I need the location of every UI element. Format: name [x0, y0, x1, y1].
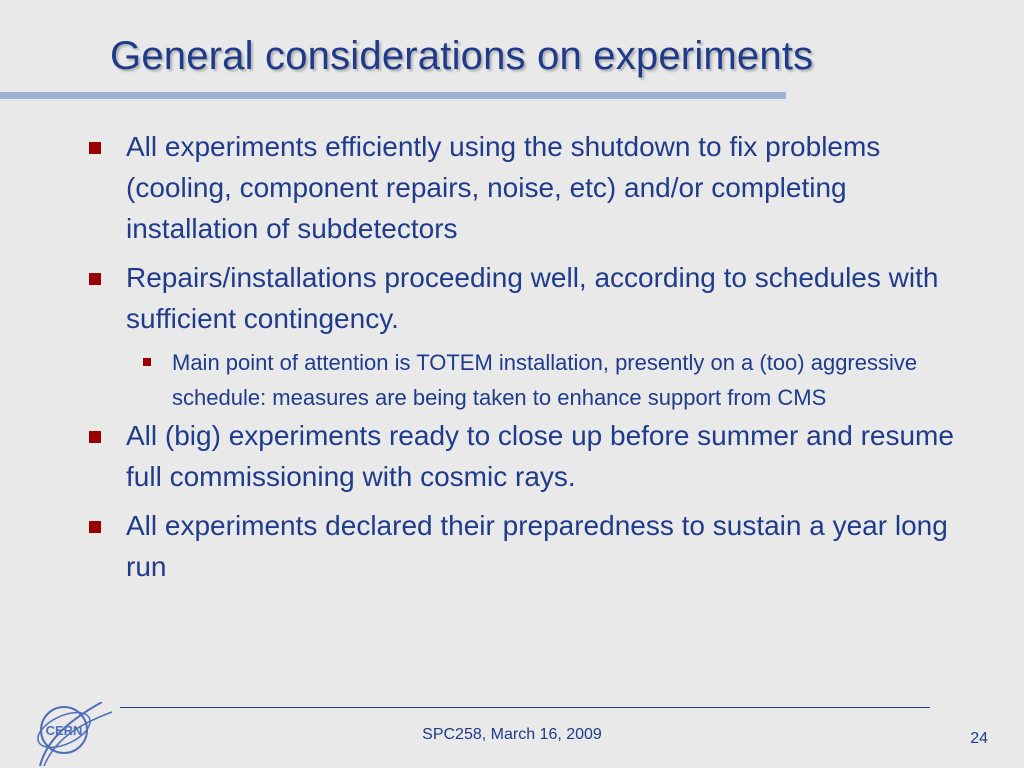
square-bullet-icon [89, 142, 101, 154]
bullet-text: All (big) experiments ready to close up before summer and resume full commissioning with cosmic rays. [126, 420, 954, 492]
bullet-item [86, 126, 966, 249]
cern-logo-icon [36, 702, 116, 766]
bullet-text: All experiments declared their preparedness to sustain a year long run [126, 510, 948, 582]
title-underline [0, 92, 786, 99]
sub-bullet-text: Main point of attention is TOTEM installation, presently on a (too) aggressive schedule: measures are being taken to enhance support from CMS [172, 350, 918, 410]
slide-title: General considerations on experiments [110, 34, 814, 78]
bullet-item [86, 415, 966, 497]
footer-text: SPC258, March 16, 2009 [422, 726, 602, 743]
svg-text:CERN: CERN [45, 723, 83, 738]
square-bullet-icon [89, 521, 101, 533]
bullet-text: All experiments efficiently using the shutdown to fix problems (cooling, component repairs, noise, etc) and/or completing installation of subdetectors [126, 131, 881, 244]
sub-bullet-item [86, 345, 966, 415]
bullet-item [86, 257, 966, 339]
square-bullet-icon [89, 431, 101, 443]
square-bullet-icon [143, 358, 151, 366]
bullet-text: Repairs/installations proceeding well, according to schedules with sufficient contingency. [126, 262, 939, 334]
page-number: 24 [970, 730, 988, 747]
bullet-list [86, 126, 966, 587]
square-bullet-icon [89, 273, 101, 285]
bullet-item [86, 505, 966, 587]
footer-divider [120, 707, 930, 708]
